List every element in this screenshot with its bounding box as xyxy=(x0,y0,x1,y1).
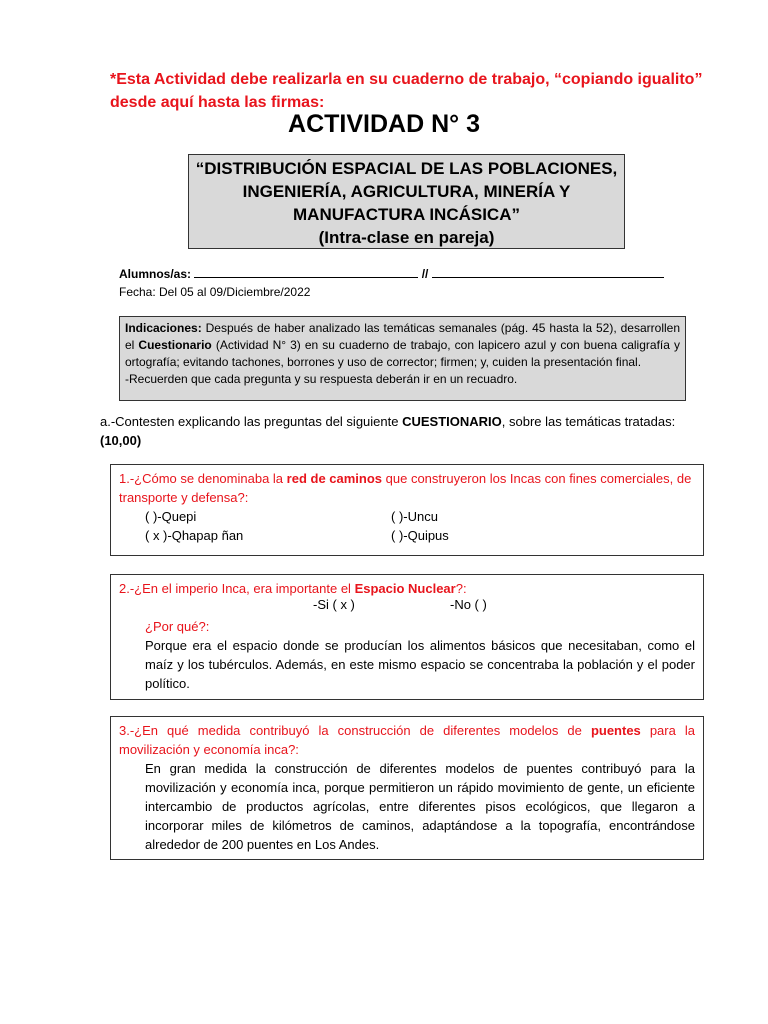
section-a-text-2: , sobre las temáticas tratadas: xyxy=(501,414,676,429)
indications-paragraph xyxy=(125,320,680,371)
section-a-text-1: a.-Contesten explicando las preguntas del siguiente xyxy=(100,414,403,429)
q2-option-si[interactable]: -Si ( x ) xyxy=(313,597,355,612)
students-separator: // xyxy=(421,267,429,281)
indications-text-2: (Actividad N° 3) en su cuaderno de trabajo, con lapicero azul y con buena caligrafía y ortografía; evitando tachones, borrones y uso de corrector; firmen; y, cuiden la presentación final. xyxy=(125,338,680,369)
q1-option-uncu[interactable]: ( )-Uncu xyxy=(391,509,438,524)
indications-line-2: -Recuerden que cada pregunta y su respuesta deberán ir en un recuadro. xyxy=(125,372,518,386)
q1-bold: red de caminos xyxy=(286,471,383,486)
q3-pre: 3.-¿En qué medida contribuyó la construcción de diferentes modelos de xyxy=(119,723,591,738)
q2-pre: 2.-¿En el imperio Inca, era importante el xyxy=(119,581,355,596)
question-1-text xyxy=(119,469,695,507)
subtitle-line-4: (Intra-clase en pareja) xyxy=(318,228,495,247)
q1-post: que construyeron los Incas con fines comerciales, de transporte y defensa?: xyxy=(119,471,692,505)
q2-option-no[interactable]: -No ( ) xyxy=(450,597,487,612)
indications-text-1: Después de haber analizado las temáticas semanales (pág. 45 hasta la 52), desarrollen el xyxy=(125,321,680,352)
indications-cuestionario: Cuestionario xyxy=(138,338,212,352)
q2-answer: Porque era el espacio donde se producían los alimentos básicos que necesitaban, como el maíz y los tubérculos. Además, en este mismo espacio se concentraba la población y el poder político. xyxy=(145,638,695,691)
indications-box xyxy=(119,316,686,401)
q1-option-quipus[interactable]: ( )-Quipus xyxy=(391,528,449,543)
subtitle-line-1: “DISTRIBUCIÓN ESPACIAL DE LAS POBLACIONES, xyxy=(195,159,618,178)
question-2-box xyxy=(110,574,704,700)
page-title: ACTIVIDAD N° 3 xyxy=(288,110,480,138)
q3-bold: puentes xyxy=(590,723,641,738)
q2-post: ?: xyxy=(455,581,467,596)
student-1-line[interactable] xyxy=(194,266,418,278)
students-label: Alumnos/as: xyxy=(119,267,192,281)
subtitle-box xyxy=(188,154,625,249)
student-2-line[interactable] xyxy=(432,266,664,278)
instruction-note: *Esta Actividad debe realizarla en su cuaderno de trabajo, “copiando igualito” desde aquí hasta las firmas: xyxy=(110,71,703,111)
subtitle-line-3: MANUFACTURA INCÁSICA” xyxy=(293,205,520,224)
q2-bold: Espacio Nuclear xyxy=(354,581,456,596)
question-1-box xyxy=(110,464,704,556)
date-line: Fecha: Del 05 al 09/Diciembre/2022 xyxy=(119,285,311,299)
students-row xyxy=(119,266,664,281)
q3-answer: En gran medida la construcción de diferentes modelos de puentes contribuyó para la movilización y economía inca, porque permitieron un rápido movimiento de gente, un eficiente intercambio de productos agrícolas, entre diferentes pisos ecológicos, que llegaron a incorporar miles de kilómetros de caminos, adaptándose a la topografía, encontrándose alrededor de 200 puentes en Los Andes. xyxy=(145,761,695,852)
q3-post: para la movilización y economía inca?: xyxy=(119,723,695,757)
question-2-text xyxy=(119,579,695,598)
section-a-bold: CUESTIONARIO xyxy=(402,414,502,429)
question-3-text xyxy=(119,721,695,759)
q2-why-label: ¿Por qué?: xyxy=(145,619,210,634)
section-a xyxy=(100,412,710,450)
q1-option-quepi[interactable]: ( )-Quepi xyxy=(145,509,197,524)
indications-label: Indicaciones: xyxy=(125,321,202,335)
q1-option-qhapap-nan[interactable]: ( x )-Qhapap ñan xyxy=(145,528,244,543)
subtitle-line-2: INGENIERÍA, AGRICULTURA, MINERÍA Y xyxy=(242,182,571,201)
section-a-score: (10,00) xyxy=(100,433,142,448)
question-3-box xyxy=(110,716,704,860)
q1-pre: 1.-¿Cómo se denominaba la xyxy=(119,471,287,486)
